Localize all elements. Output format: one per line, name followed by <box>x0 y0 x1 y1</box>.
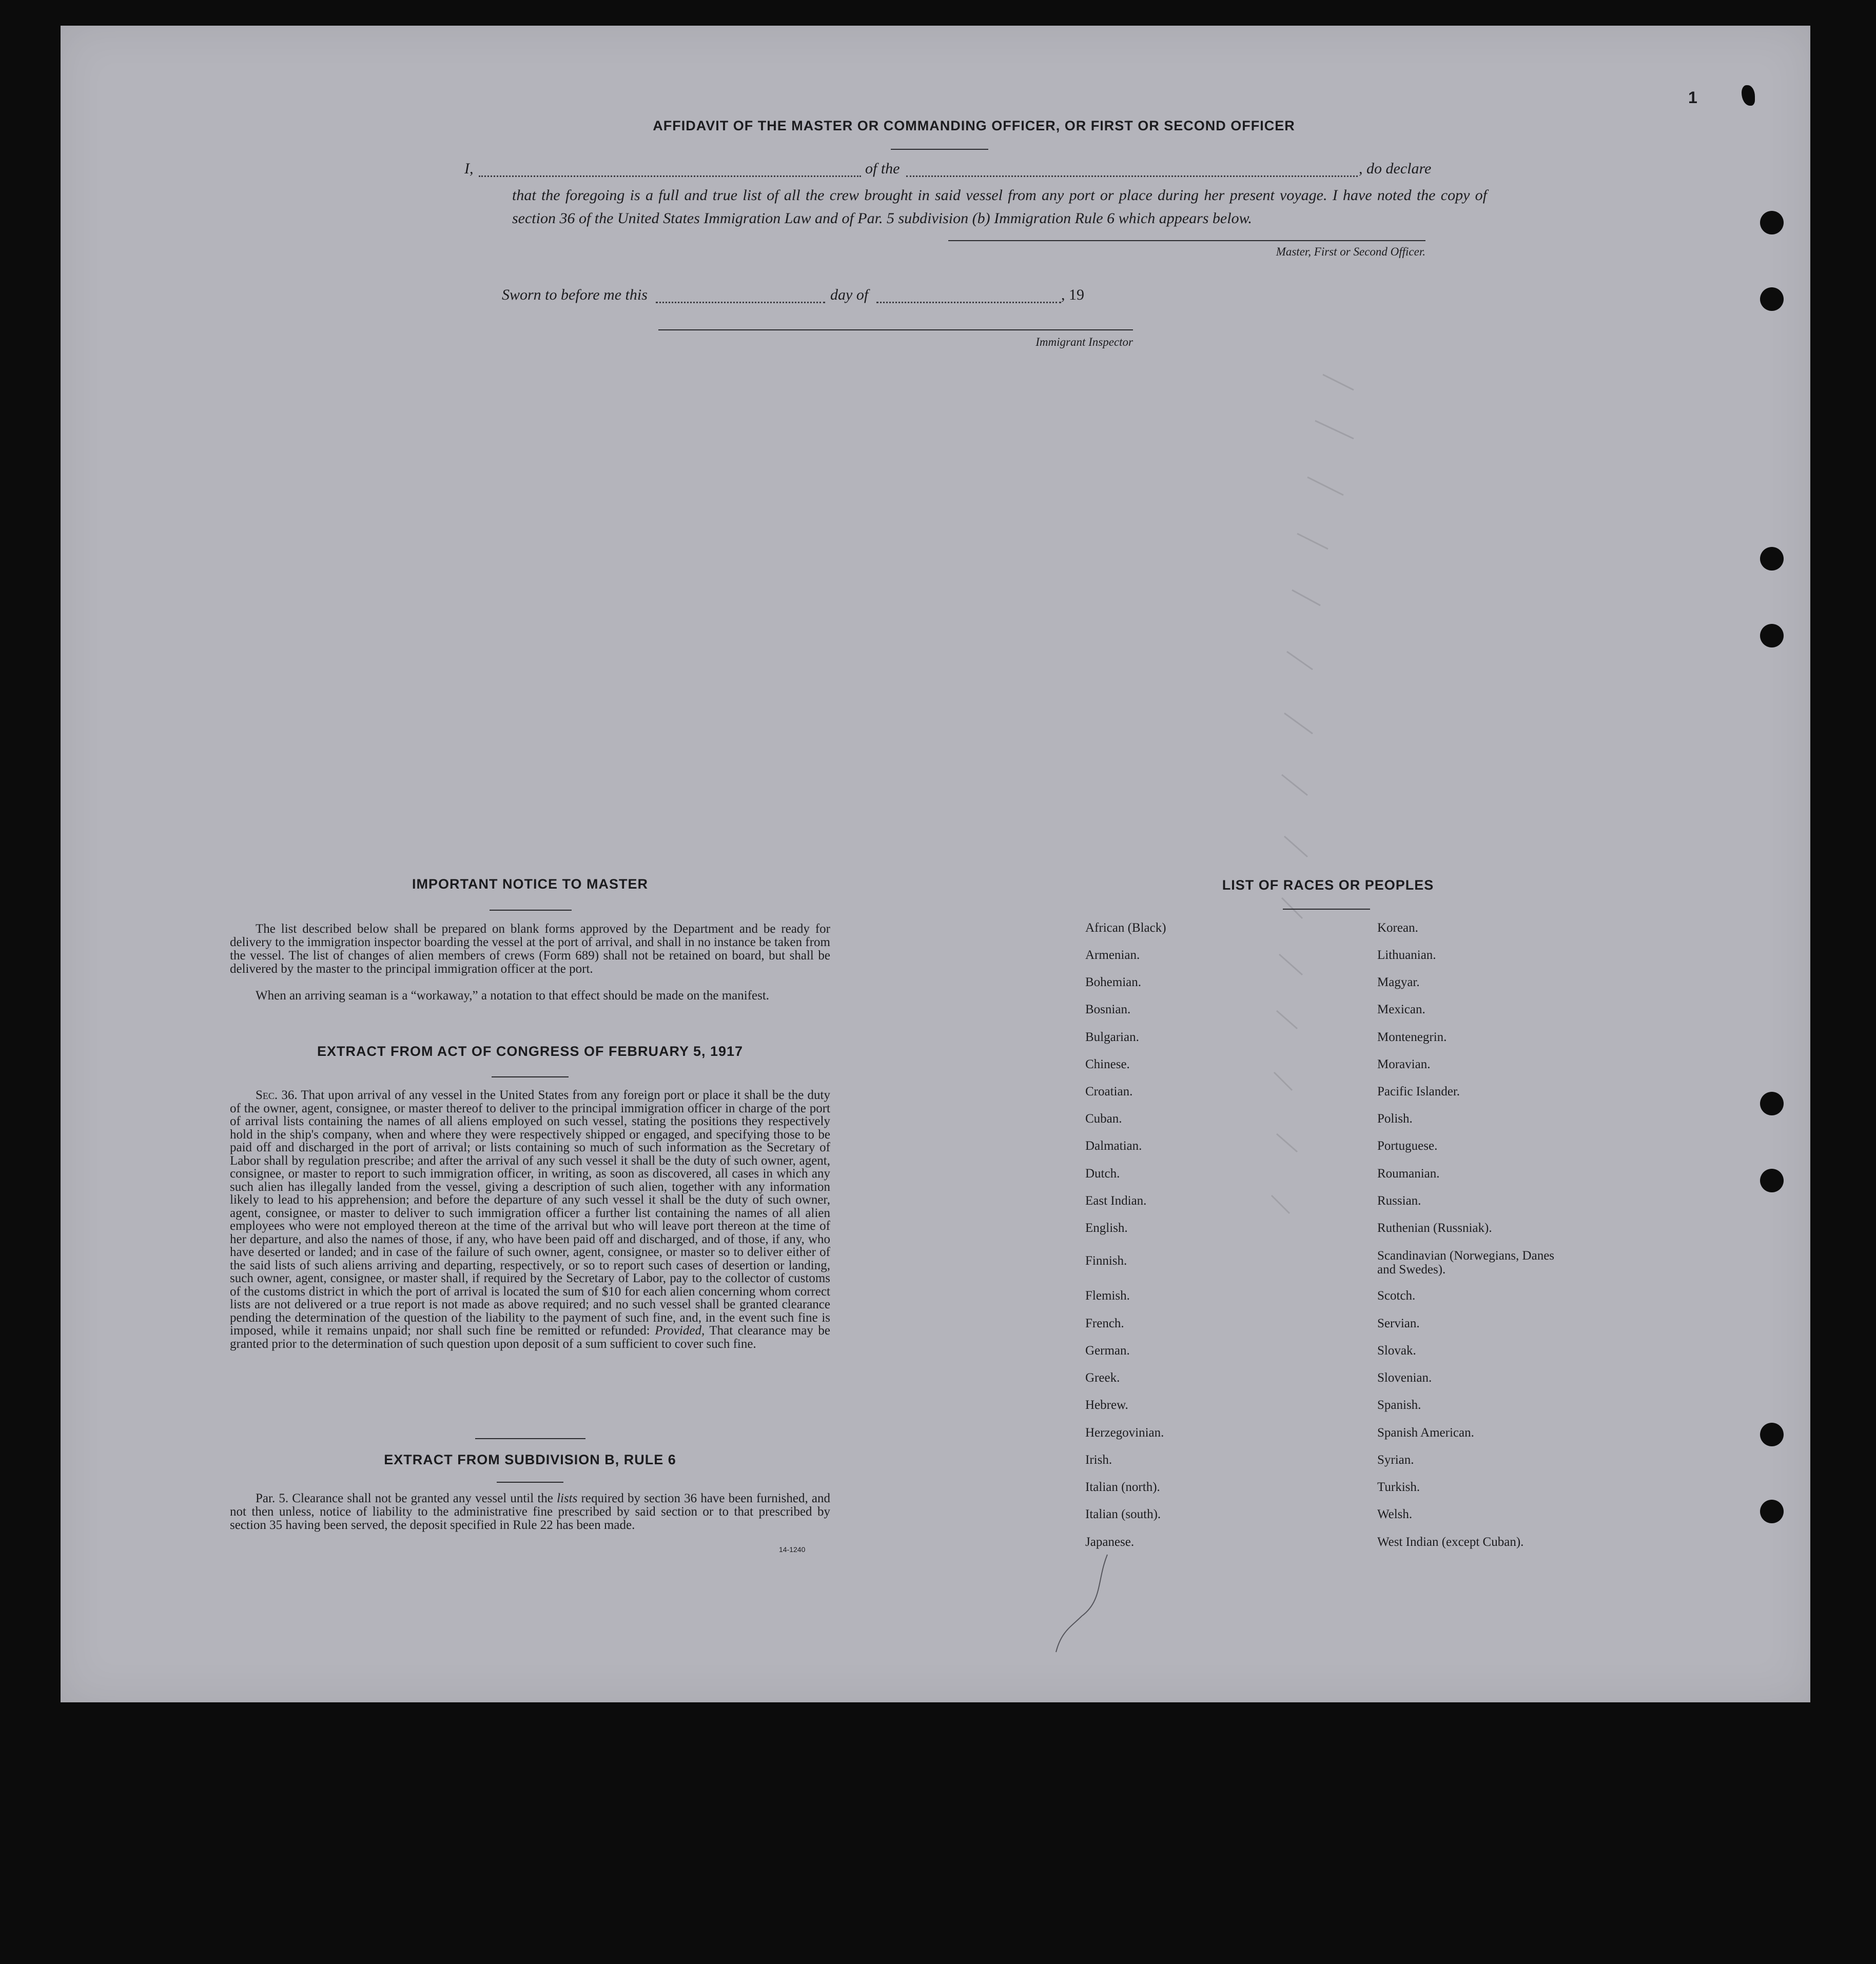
race-item: Bosnian. <box>1085 1003 1131 1016</box>
affidavit-i-label: I, <box>464 160 474 177</box>
binder-hole <box>1760 287 1784 311</box>
race-item: Montenegrin. <box>1377 1030 1447 1044</box>
race-item: Ruthenian (Russniak). <box>1377 1221 1492 1235</box>
race-item: Slovenian. <box>1377 1371 1432 1385</box>
race-item: Armenian. <box>1085 948 1140 962</box>
race-item: French. <box>1085 1317 1124 1330</box>
race-item: Syrian. <box>1377 1453 1414 1467</box>
race-item: Lithuanian. <box>1377 948 1436 962</box>
section-text: That upon arrival of any vessel in the United States from any foreign port or place it shall be the duty of the owner, agent, consignee, or master thereof to deliver to the principal immigration officer in charge of the port of arrival lists containing the names of all aliens employed on such vessel, stating the positions they respectively hold in the ship's company, when and where they were respectively shipped or engaged, and specifying those to be paid off and discharged in the port of arrival; or lists containing so much of such information as the Secretary of Labor shall by regulation prescribe; and after the arrival of any such vessel it shall be the duty of such owner, agent, consignee, or master to report to such immigration officer, in writing, as soon as discovered, all cases in which any such alien has illegally landed from the vessel, giving a description of such alien, together with any information likely to lead to his apprehension; and before the departure of any such vessel it shall be the duty of such owner, agent, consignee, or master to deliver to such immigration officer a further list containing the names of all alien employees who were not employed thereon at the time of the arrival but who will leave port thereon at the time of her departure, and also the names of those, if any, who have been paid off and discharged, and of those, if any, who have deserted or landed; and in case of the failure of such owner, agent, consignee, or master so to deliver either of the said lists of such aliens arriving and departing, respectively, or so to report such cases of desertion or landing, such owner, agent, consignee, or master shall, if required by the Secretary of Labor, pay to the collector of customs of the customs district in which the port of arrival is located the sum of $10 for each alien concerning whom correct lists are not delivered or a true report is not made as above required; and no such vessel shall be granted clearance pending the determination of the question of the liability to the payment of such fine, and, in the event such fine is imposed, while it remains unpaid; nor shall such fine be remitted or refunded: <box>230 1088 830 1338</box>
rule-text-a: Par. 5. Clearance shall not be granted any vessel until the <box>256 1491 553 1505</box>
race-item: Irish. <box>1085 1453 1112 1467</box>
rule-text-b: required by section 36 have been furnished, and not then unless, notice of liability to the administrative fine prescribed by said section or to that prescribed by section 35 having been served, the deposit specified in Rule 22 has been made. <box>230 1491 830 1532</box>
document-page <box>61 26 1810 1702</box>
race-item: Scandinavian (Norwegians, Danes and Swedes). <box>1377 1249 1555 1276</box>
form-number: 14-1240 <box>779 1545 806 1554</box>
races-divider <box>1283 909 1370 910</box>
master-caption: Master, First or Second Officer. <box>1276 245 1425 258</box>
vessel-blank <box>906 175 1358 177</box>
race-item: Pacific Islander. <box>1377 1085 1460 1098</box>
binder-hole <box>1760 1092 1784 1115</box>
bleed-through-marks <box>1236 344 1441 1339</box>
affidavit-body: that the foregoing is a full and true list of all the crew brought in said vessel from any port or place during her present voyage. I have noted the copy of section 36 of the United States Immigration Law and of Par. 5 subdivision (b) Immigration Rule 6 which appears below. <box>512 187 1487 227</box>
race-item: Russian. <box>1377 1194 1421 1208</box>
page-mark: 1 <box>1688 88 1697 107</box>
notice-divider <box>490 910 572 911</box>
race-item: Finnish. <box>1085 1254 1127 1268</box>
race-item: Moravian. <box>1377 1057 1431 1071</box>
race-item: Turkish. <box>1377 1480 1420 1494</box>
race-item: German. <box>1085 1344 1130 1358</box>
race-item: Korean. <box>1377 921 1418 935</box>
sworn-day-blank <box>656 302 825 303</box>
race-item: Italian (north). <box>1085 1480 1160 1494</box>
sworn-day-of-label: day of <box>830 286 869 303</box>
race-item: Chinese. <box>1085 1057 1130 1071</box>
binder-hole <box>1760 211 1784 234</box>
extract-rule-top-divider <box>475 1438 585 1439</box>
binder-hole <box>1760 1423 1784 1446</box>
affidavit-title: AFFIDAVIT OF THE MASTER OR COMMANDING OFFICER, OR FIRST OR SECOND OFFICER <box>653 118 1295 133</box>
section-label: Sec. 36. <box>256 1088 298 1102</box>
race-item: West Indian (except Cuban). <box>1377 1535 1524 1549</box>
race-item: Dalmatian. <box>1085 1139 1142 1153</box>
notice-paragraph-2 <box>230 989 830 1003</box>
binder-hole <box>1760 1169 1784 1192</box>
binder-hole <box>1760 1500 1784 1523</box>
extract-act-divider <box>492 1076 569 1077</box>
race-item: Italian (south). <box>1085 1507 1161 1521</box>
rule-lists: lists <box>557 1491 578 1505</box>
extract-act-title: EXTRACT FROM ACT OF CONGRESS OF FEBRUARY 5, 1917 <box>317 1044 744 1059</box>
race-item: Greek. <box>1085 1371 1120 1385</box>
sworn-month-blank <box>876 302 1061 303</box>
races-title: LIST OF RACES OR PEOPLES <box>1222 877 1434 893</box>
extract-rule-divider <box>497 1482 563 1483</box>
race-item: Servian. <box>1377 1317 1420 1330</box>
corner-blot <box>1742 85 1755 106</box>
race-item: Hebrew. <box>1085 1398 1128 1412</box>
race-item: Bulgarian. <box>1085 1030 1139 1044</box>
notice-para2: When an arriving seaman is a “workaway,” a notation to that effect should be made on the manifest. <box>256 989 770 1003</box>
sworn-label: Sworn to before me this <box>502 286 648 303</box>
race-item: Portuguese. <box>1377 1139 1438 1153</box>
binder-hole <box>1760 547 1784 571</box>
extract-rule-title: EXTRACT FROM SUBDIVISION B, RULE 6 <box>384 1452 676 1467</box>
master-signature-line <box>948 240 1425 241</box>
race-item: Spanish. <box>1377 1398 1421 1412</box>
affidavit-declare-label: , do declare <box>1359 160 1432 177</box>
inspector-caption: Immigrant Inspector <box>1035 336 1133 348</box>
race-item: Scotch. <box>1377 1289 1416 1303</box>
notice-paragraph <box>230 922 830 976</box>
sworn-year-label: , 19 <box>1061 286 1084 303</box>
race-item: Welsh. <box>1377 1507 1413 1521</box>
race-item: Herzegovinian. <box>1085 1426 1164 1440</box>
title-divider <box>891 149 988 150</box>
extract-act-paragraph <box>230 1089 830 1350</box>
race-item: Bohemian. <box>1085 975 1142 989</box>
race-item: Japanese. <box>1085 1535 1135 1549</box>
race-item: African (Black) <box>1085 921 1166 935</box>
race-item: Flemish. <box>1085 1289 1130 1303</box>
race-item: Roumanian. <box>1377 1167 1440 1181</box>
notice-para1: The list described below shall be prepared on blank forms approved by the Department and be ready for delivery to the immigration inspector boarding the vessel at the port of arrival, and shall in no instance be taken from the vessel. The list of changes of alien members of crews (Form 689) shall not be retained on board, but shall be delivered by the master to the principal immigration officer at the port. <box>230 922 830 976</box>
affidavit-of-the-label: of the <box>865 160 900 177</box>
race-item: Slovak. <box>1377 1344 1416 1358</box>
section-text-end: That clearance may be granted prior to the determination of such question upon deposit of a sum sufficient to cover such fine. <box>230 1324 831 1351</box>
provided-label: Provided, <box>655 1324 705 1338</box>
race-item: Polish. <box>1377 1112 1413 1126</box>
inspector-signature-line <box>658 329 1133 330</box>
race-item: English. <box>1085 1221 1128 1235</box>
race-item: Croatian. <box>1085 1085 1133 1098</box>
race-item: Dutch. <box>1085 1167 1120 1181</box>
extract-rule-paragraph <box>230 1492 830 1532</box>
name-blank <box>479 175 861 177</box>
race-item: Cuban. <box>1085 1112 1122 1126</box>
binder-hole <box>1760 624 1784 647</box>
pencil-mark <box>1051 1549 1123 1657</box>
race-item: Spanish American. <box>1377 1426 1474 1440</box>
race-item: Mexican. <box>1377 1003 1425 1016</box>
notice-title: IMPORTANT NOTICE TO MASTER <box>412 876 648 892</box>
race-item: East Indian. <box>1085 1194 1147 1208</box>
race-item: Magyar. <box>1377 975 1420 989</box>
